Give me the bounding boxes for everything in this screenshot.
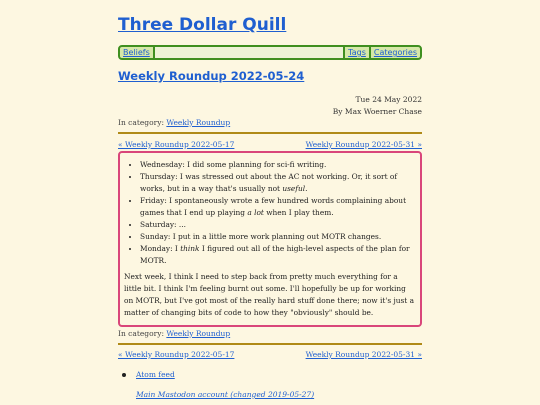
next-post-link[interactable]: Weekly Roundup 2022-05-31 » [305, 140, 422, 149]
list-item: • Sunday: I put in a little more work planning out MOTR changes. [140, 231, 416, 243]
site-title-link[interactable]: Three Dollar Quill [118, 15, 287, 35]
list-item: • Saturday: ... [140, 219, 416, 231]
bullet-icon [122, 373, 126, 377]
divider-rule [118, 132, 422, 134]
next-post-link[interactable]: Weekly Roundup 2022-05-31 » [305, 350, 422, 359]
prev-post-link[interactable]: « Weekly Roundup 2022-05-17 [118, 140, 235, 149]
prev-post-link[interactable]: « Weekly Roundup 2022-05-17 [118, 350, 235, 359]
post-title-link[interactable]: Weekly Roundup 2022-05-24 [118, 69, 305, 83]
post-byline: By Max Woerner Chase [332, 107, 422, 116]
category-link[interactable]: Weekly Roundup [166, 118, 231, 127]
top-nav [118, 45, 422, 60]
mastodon-item [136, 390, 314, 399]
list-item: • Thursday: I was stressed out about the AC not working. Or, it sort of works, but in a way that's usually not useful. [140, 171, 416, 195]
nav-tags-link[interactable]: Tags [348, 48, 366, 57]
mastodon-link[interactable]: Main Mastodon account (changed 2019-05-27) [136, 390, 315, 399]
category-prefix: In category: [118, 118, 164, 127]
list-item: • Wednesday: I did some planning for sci-fi writing. [140, 159, 416, 171]
post-category-bottom [118, 329, 230, 338]
category-link[interactable]: Weekly Roundup [166, 329, 231, 338]
post-paragraph: Next week, I think I need to step back from pretty much everything for a little bit. I think I'm feeling burnt out some. I'll hopefully be up for working on MOTR, but I've got most of the really hard stuff done there; now it's just a matter of changing bits of code to how they "obviously" should be. [124, 272, 415, 317]
post-date: Tue 24 May 2022 [355, 95, 422, 104]
list-item: • Monday: I think I figured out all of the high-level aspects of the plan for MOTR. [140, 243, 416, 267]
atom-feed-item [122, 370, 175, 379]
divider-rule [118, 343, 422, 345]
nav-spacer [153, 47, 345, 58]
nav-categories-link[interactable]: Categories [373, 48, 417, 57]
post-category-top [118, 118, 230, 127]
category-prefix: In category: [118, 329, 164, 338]
nav-beliefs-link[interactable]: Beliefs [123, 48, 150, 57]
pager-bottom [118, 350, 422, 359]
list-item: • Friday: I spontaneously wrote a few hundred words complaining about games that I end up playing a lot when I play them. [140, 195, 416, 219]
atom-feed-link[interactable]: Atom feed [136, 370, 175, 379]
post-content [118, 151, 422, 327]
pager-top [118, 140, 422, 149]
day-list [124, 159, 416, 267]
